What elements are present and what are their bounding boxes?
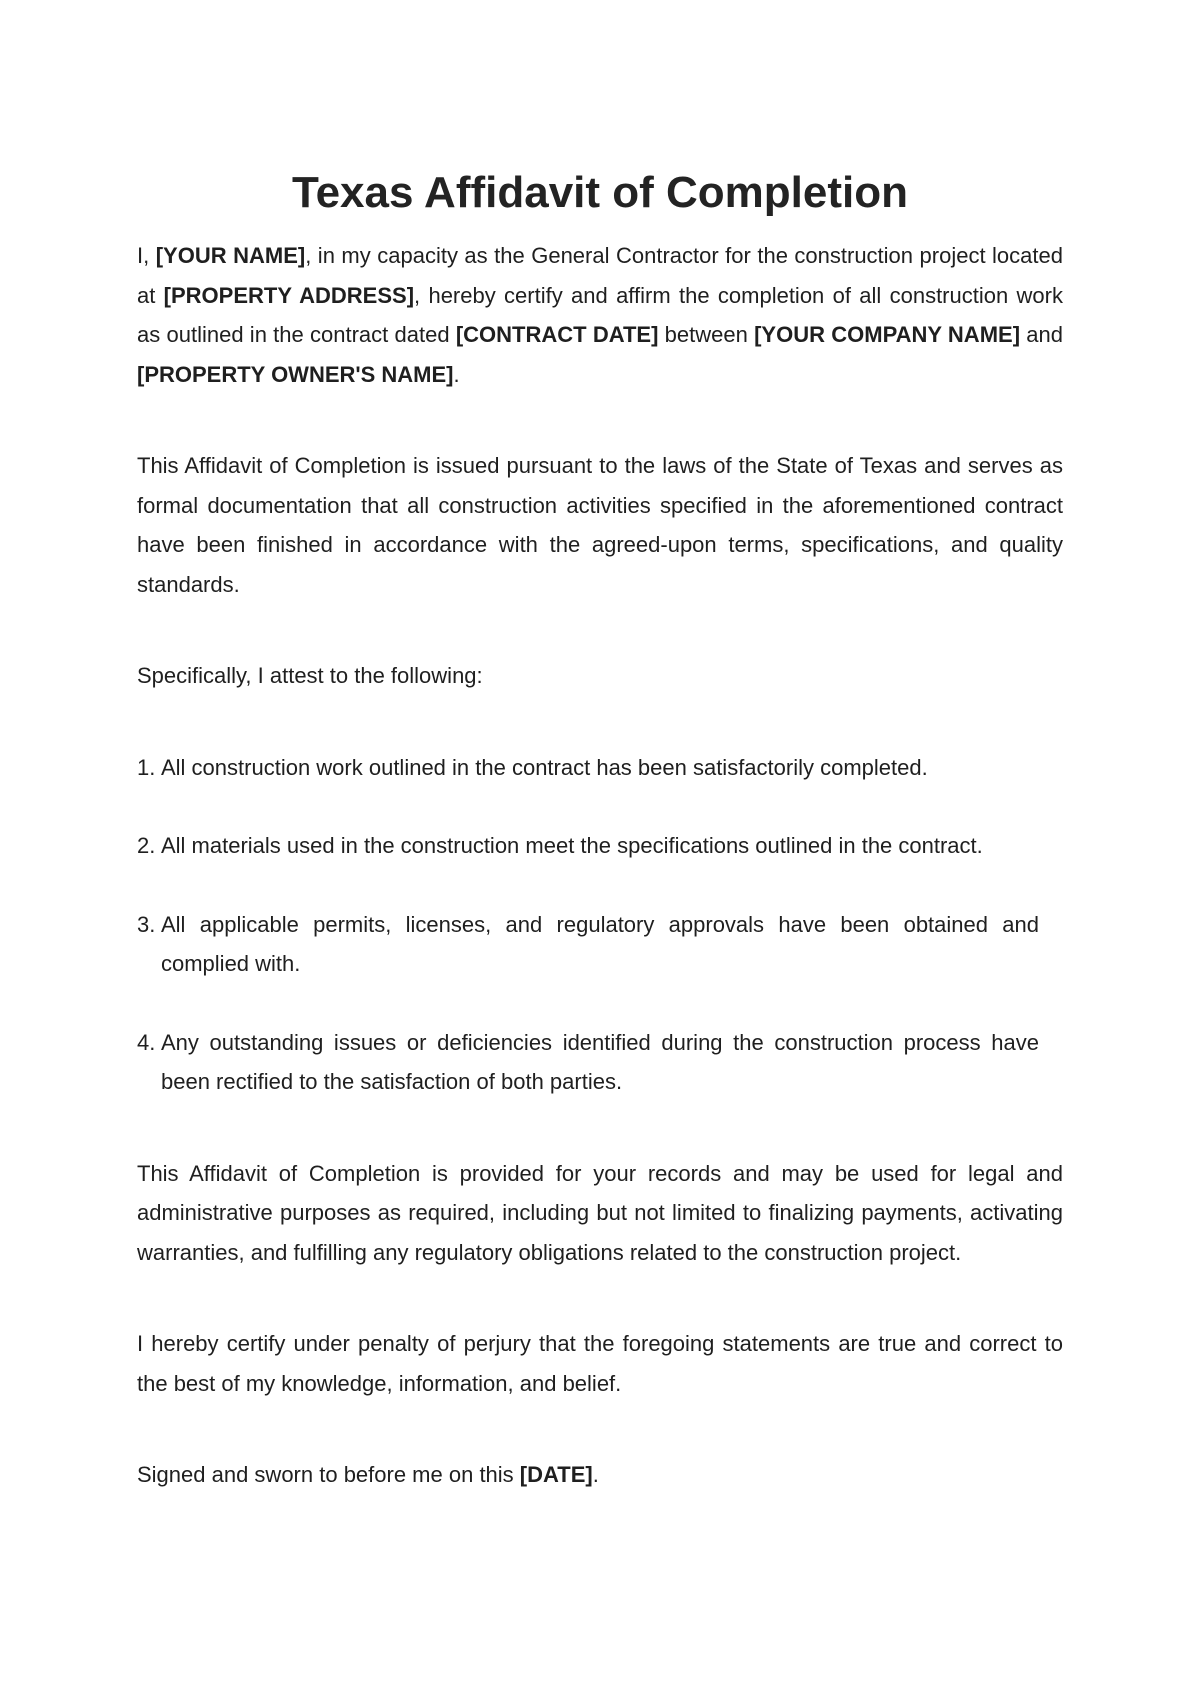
certification-paragraph: I hereby certify under penalty of perjury that the foregoing statements are true and correct to the best of my knowledge, information, and belief. xyxy=(137,1331,1063,1396)
date-placeholder: [DATE] xyxy=(519,1462,593,1487)
intro-paragraph xyxy=(137,236,1063,394)
list-item-text: All construction work outlined in the contract has been satisfactorily completed. xyxy=(161,754,928,780)
list-item-text: Any outstanding issues or deficiencies identified during the construction process have been rectified to the satisfaction of both parties. xyxy=(161,1029,1039,1094)
signed-text-2: . xyxy=(592,1462,599,1487)
intro-text-2: , in my capacity as the General Contractor for the construction project located at xyxy=(137,243,1063,308)
your-name-placeholder: [YOUR NAME] xyxy=(155,243,306,268)
signed-text-1: Signed and sworn to before me on this xyxy=(137,1462,520,1487)
owner-name-placeholder: [PROPERTY OWNER'S NAME] xyxy=(137,361,454,387)
purpose-paragraph: This Affidavit of Completion is issued pursuant to the laws of the State of Texas and serves as formal documentation that all construction activities specified in the aforementioned contract have been finished in accordance with the agreed-upon terms, specifications, and quality standards. xyxy=(137,453,1063,597)
list-item-text: All materials used in the construction meet the specifications outlined in the contract. xyxy=(161,833,983,858)
list-item-text: All applicable permits, licenses, and regulatory approvals have been obtained and complied with. xyxy=(161,911,1039,976)
intro-text-1: I, xyxy=(137,243,156,268)
records-paragraph: This Affidavit of Completion is provided for your records and may be used for legal and administrative purposes as required, including but not limited to finalizing payments, activating warranties, and fulfilling any regulatory obligations related to the construction project. xyxy=(137,1160,1063,1265)
list-item xyxy=(137,905,1039,984)
property-address-placeholder: [PROPERTY ADDRESS] xyxy=(163,282,415,308)
company-name-placeholder: [YOUR COMPANY NAME] xyxy=(754,322,1021,347)
intro-text-4: between xyxy=(658,322,755,347)
intro-text-6: . xyxy=(453,361,460,387)
list-item xyxy=(137,748,1039,788)
list-item xyxy=(137,1023,1039,1102)
list-item-number: 3. xyxy=(137,911,156,937)
attest-lead: Specifically, I attest to the following: xyxy=(137,663,483,688)
document-title: Texas Affidavit of Completion xyxy=(291,168,909,217)
list-item-number: 4. xyxy=(137,1029,156,1055)
signed-line xyxy=(137,1455,1063,1495)
attestation-list xyxy=(137,748,1063,1102)
contract-date-placeholder: [CONTRACT DATE] xyxy=(455,322,659,347)
intro-text-3: , hereby certify and affirm the completion of all construction work as outlined in the contract dated xyxy=(137,282,1063,347)
list-item-number: 2. xyxy=(137,833,156,858)
list-item xyxy=(137,826,1039,866)
intro-text-5: and xyxy=(1020,322,1063,347)
list-item-number: 1. xyxy=(137,754,156,780)
